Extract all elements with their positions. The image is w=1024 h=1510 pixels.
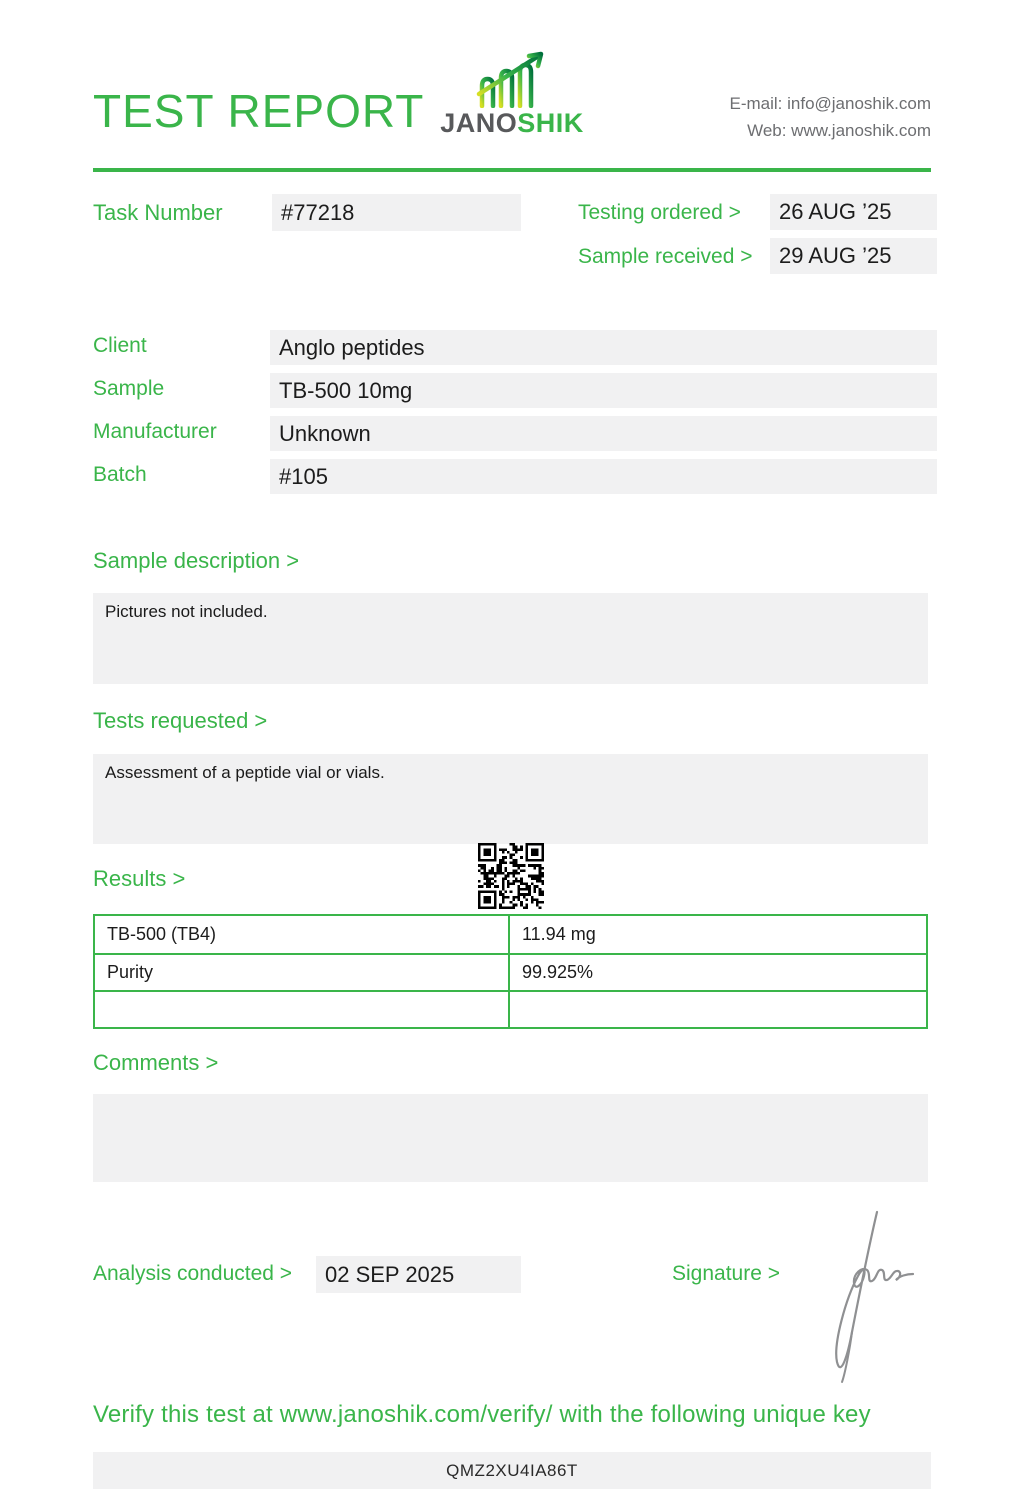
sample-label: Sample	[93, 377, 165, 400]
batch-label: Batch	[93, 463, 147, 486]
task-number-label: Task Number	[93, 200, 223, 225]
tests-requested-text: Assessment of a peptide vial or vials.	[105, 763, 385, 782]
janoshik-wordmark	[430, 108, 594, 139]
verify-key: QMZ2XU4IA86T	[93, 1452, 931, 1489]
manufacturer-value: Unknown	[270, 416, 937, 451]
task-number-value: #77218	[272, 194, 521, 231]
result-row-value: 11.94 mg	[522, 924, 596, 944]
result-row-name	[95, 990, 510, 1027]
sample-received-date: 29 AUG ’25	[770, 238, 937, 274]
qr-code	[478, 843, 544, 909]
comments-heading: Comments >	[93, 1050, 219, 1075]
logo-text-left: JANO	[440, 108, 518, 138]
sample-value: TB-500 10mg	[270, 373, 937, 408]
page-title: TEST REPORT	[93, 85, 425, 137]
client-label: Client	[93, 334, 147, 357]
logo-text-right: SHIK	[517, 108, 584, 138]
result-row-name: TB-500 (TB4)	[95, 916, 510, 953]
sample-description-box	[93, 593, 928, 684]
client-value: Anglo peptides	[270, 330, 937, 365]
comments-box	[93, 1094, 928, 1182]
signature-label: Signature >	[672, 1262, 780, 1285]
testing-ordered-date: 26 AUG ’25	[770, 194, 937, 230]
contact-email: E-mail: info@janoshik.com	[729, 94, 931, 113]
result-row-value: 99.925%	[510, 953, 926, 990]
signature-image	[815, 1206, 919, 1390]
result-row-value	[510, 990, 926, 1027]
tests-requested-box	[93, 754, 928, 844]
contact-web: Web: www.janoshik.com	[747, 121, 931, 140]
sample-description-heading: Sample description >	[93, 548, 300, 573]
results-heading: Results >	[93, 866, 186, 891]
growth-chart-icon	[474, 50, 548, 108]
results-table	[93, 914, 928, 1029]
sample-received-label: Sample received >	[578, 245, 753, 268]
contact-block	[730, 90, 932, 144]
header-divider	[93, 168, 931, 172]
verify-instruction: Verify this test at www.janoshik.com/verify/ with the following unique key	[93, 1401, 871, 1428]
batch-value: #105	[270, 459, 937, 494]
tests-requested-heading: Tests requested >	[93, 708, 268, 733]
manufacturer-label: Manufacturer	[93, 420, 217, 443]
analysis-conducted-date: 02 SEP 2025	[316, 1256, 521, 1293]
result-row-name: Purity	[95, 953, 510, 990]
sample-description-text: Pictures not included.	[105, 602, 268, 621]
analysis-conducted-label: Analysis conducted >	[93, 1262, 293, 1285]
testing-ordered-label: Testing ordered >	[578, 201, 741, 224]
